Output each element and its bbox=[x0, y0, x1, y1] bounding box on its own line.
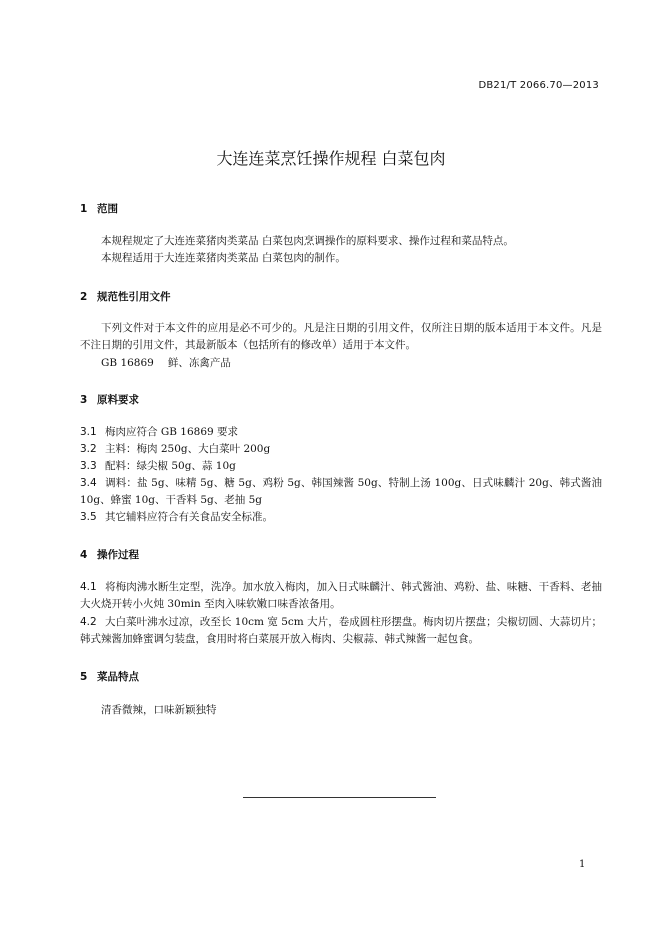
section-number: 4 bbox=[80, 549, 88, 561]
page-number: 1 bbox=[579, 859, 586, 870]
materials-item bbox=[80, 475, 602, 509]
materials-item bbox=[80, 424, 602, 441]
item-text: 调料：盐 5g、味精 5g、糖 5g、鸡粉 5g、韩国辣酱 50g、特制上汤 100g、日式味麟汁 20g、韩式酱油 10g、蜂蜜 10g、干香料 5g、老抽 5g bbox=[80, 477, 602, 506]
materials-item bbox=[80, 458, 602, 475]
standard-code: DB21/T 2066.70—2013 bbox=[478, 80, 599, 91]
section-heading-scope bbox=[80, 201, 118, 216]
section-number: 1 bbox=[80, 203, 88, 215]
materials-item bbox=[80, 509, 602, 526]
section-heading-references bbox=[80, 289, 171, 304]
section-heading-process bbox=[80, 547, 139, 562]
process-item bbox=[80, 614, 602, 648]
item-number: 3.4 bbox=[80, 477, 97, 489]
reference-entry bbox=[101, 355, 231, 372]
item-text: 其它辅料应符合有关食品安全标准。 bbox=[105, 511, 273, 523]
item-number: 3.5 bbox=[80, 511, 97, 523]
section-title: 菜品特点 bbox=[97, 671, 139, 683]
section-number: 3 bbox=[80, 394, 88, 406]
section-heading-materials bbox=[80, 392, 139, 407]
item-text: 配料：绿尖椒 50g、蒜 10g bbox=[105, 460, 236, 472]
reference-code: GB 16869 bbox=[101, 357, 154, 369]
item-text: 大白菜叶沸水过凉，改至长 10cm 宽 5cm 大片，卷成圆柱形摆盘。梅肉切片摆盘；尖椒切圆、大蒜切片；韩式辣酱加蜂蜜调匀装盘，食用时将白菜展开放入梅肉、尖椒蒜、韩式辣酱一起包食。 bbox=[80, 616, 602, 645]
section-number: 5 bbox=[80, 671, 88, 683]
section-title: 操作过程 bbox=[97, 549, 139, 561]
section-number: 2 bbox=[80, 291, 88, 303]
scope-paragraph-1: 本规程规定了大连连菜猪肉类菜品 白菜包肉烹调操作的原料要求、操作过程和菜品特点。 bbox=[101, 235, 514, 247]
document-title: 大连连菜烹饪操作规程 白菜包肉 bbox=[216, 149, 446, 168]
item-number: 3.2 bbox=[80, 443, 97, 455]
item-number: 3.1 bbox=[80, 426, 97, 438]
references-paragraph: 下列文件对于本文件的应用是必不可少的。凡是注日期的引用文件，仅所注日期的版本适用于本文件。凡是不注日期的引用文件，其最新版本（包括所有的修改单）适用于本文件。 bbox=[80, 322, 602, 351]
item-text: 主料：梅肉 250g、大白菜叶 200g bbox=[105, 443, 271, 455]
section-title: 规范性引用文件 bbox=[97, 291, 171, 303]
process-item bbox=[80, 579, 602, 613]
item-number: 3.3 bbox=[80, 460, 97, 472]
item-text: 将梅肉沸水断生定型，洗净。加水放入梅肉，加入日式味麟汁、韩式酱油、鸡粉、盐、味糖、干香料、老抽大火烧开转小火炖 30min 至肉入味软嫩口味香浓备用。 bbox=[80, 581, 602, 610]
materials-item bbox=[80, 441, 602, 458]
section-title: 原料要求 bbox=[97, 394, 139, 406]
features-text: 清香微辣，口味新颖独特 bbox=[101, 704, 217, 716]
reference-title: 鲜、冻禽产品 bbox=[167, 357, 231, 369]
item-number: 4.2 bbox=[80, 616, 97, 628]
section-title: 范围 bbox=[97, 203, 118, 215]
scope-paragraph-2: 本规程适用于大连连菜猪肉类菜品 白菜包肉的制作。 bbox=[101, 252, 346, 264]
section-heading-features bbox=[80, 669, 139, 684]
end-rule bbox=[243, 797, 436, 798]
item-number: 4.1 bbox=[80, 581, 97, 593]
item-text: 梅肉应符合 GB 16869 要求 bbox=[105, 426, 239, 438]
